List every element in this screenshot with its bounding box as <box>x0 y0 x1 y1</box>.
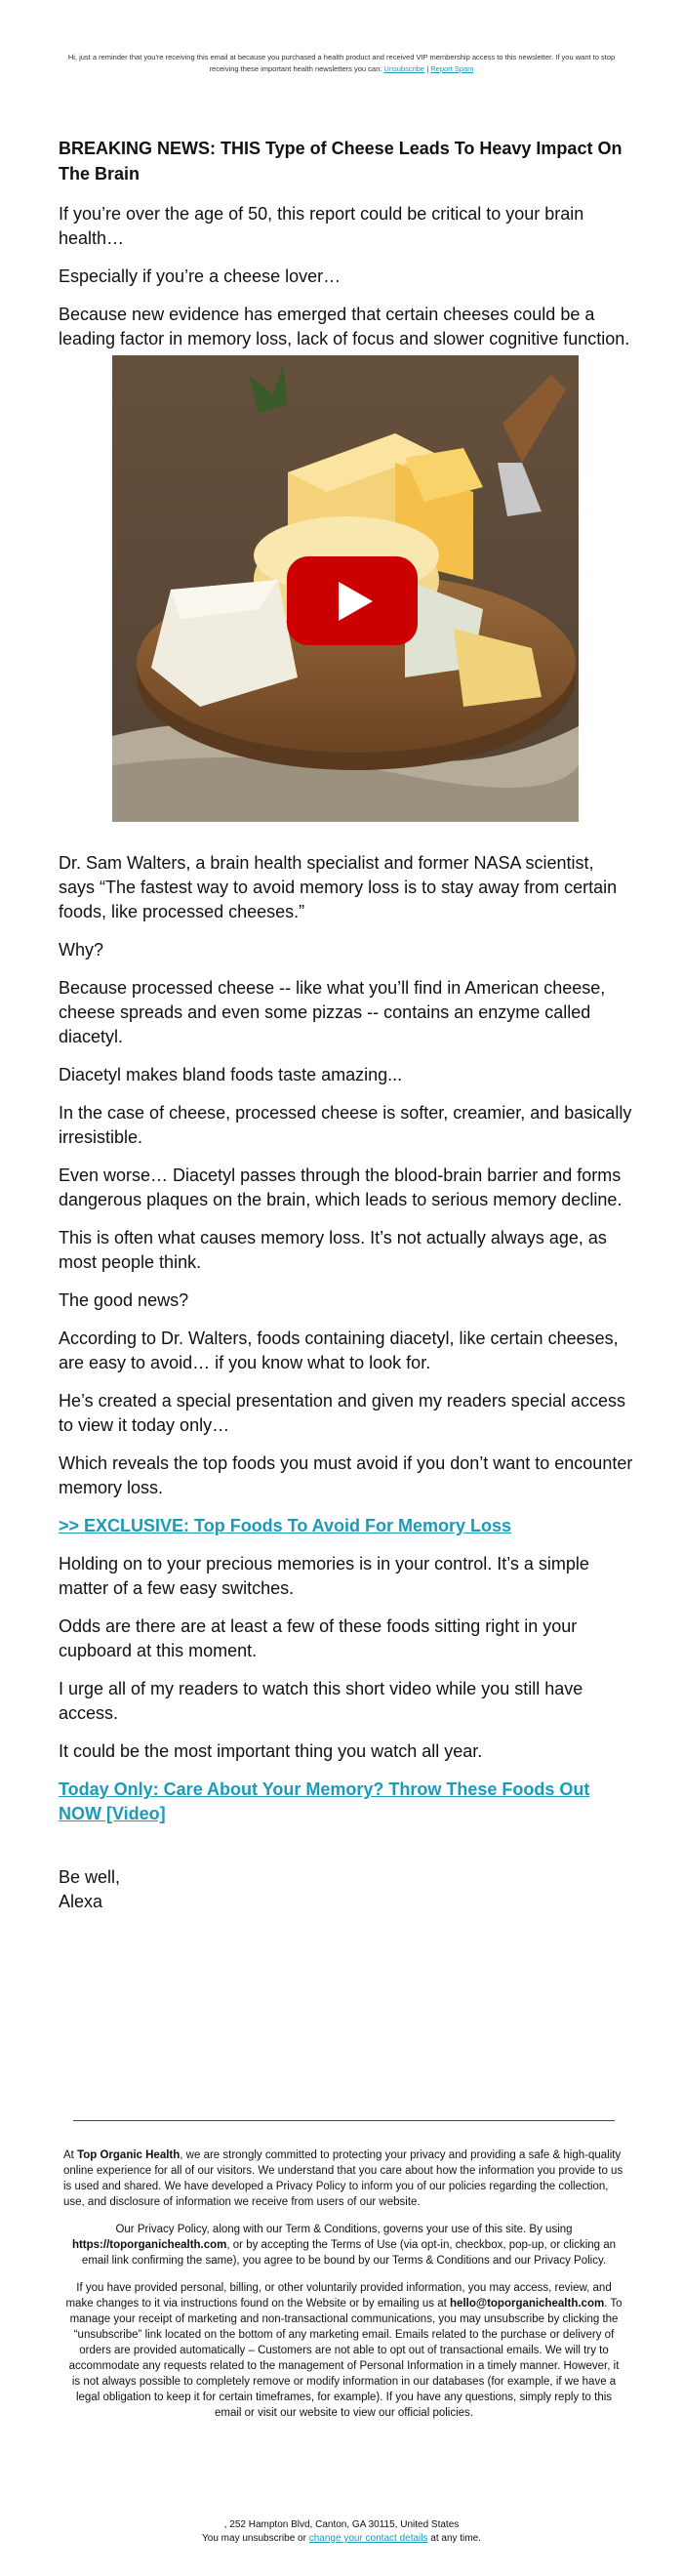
site-url: https://toporganichealth.com <box>71 2239 227 2251</box>
body-paragraph: Even worse… Diacetyl passes through the blood-brain barrier and forms dangerous plaques on the brain, which leads to serious memory decline. <box>59 1165 623 1209</box>
intro-paragraph: Especially if you’re a cheese lover… <box>59 266 342 286</box>
cta-exclusive-link[interactable]: >> EXCLUSIVE: Top Foods To Avoid For Memory Loss <box>59 1516 512 1535</box>
body-paragraph: Dr. Sam Walters, a brain health specialist and former NASA scientist, says “The fastest way to avoid memory loss is to stay away from certain foods, like processed cheeses.” <box>59 853 618 921</box>
report-spam-link[interactable]: Report Spam <box>430 64 474 73</box>
unsubscribe-text: at any time. <box>427 2533 481 2544</box>
body-paragraph: Which reveals the top foods you must avoid if you don’t want to encounter memory loss. <box>59 1453 633 1497</box>
body-paragraph: Odds are there are at least a few of these foods sitting right in your cupboard at this moment. <box>59 1616 578 1660</box>
preheader-text: Hi, just a reminder that you're receiving this email at because you purchased a health product and received VIP membership access to this newsletter. If you want to stop receiving these important health newsletters you can: <box>67 53 616 73</box>
signoff-greeting: Be well, <box>59 1867 121 1887</box>
unsubscribe-link[interactable]: Unsubscribe <box>383 64 425 73</box>
footer-data-paragraph <box>63 2280 624 2421</box>
footer-text: . To manage your receipt of marketing and non-transactional communications, you may unsubscribe by clicking the “unsubscribe” link located on the bottom of any marketing email. Emails related to the purchase or delivery of orders are provided automatically – Customers are not able to opt out of transactional emails. We will try to accommodate any requests related to the management of Personal Information in a timely manner. However, it is not always possible to completely remove or modify information in our databases (for example, if we have a legal obligation to keep it for certain timeframes, for example). If you have any questions, simply reply to this email or visit our website to view our official policies. <box>68 2298 623 2419</box>
play-icon[interactable] <box>287 556 418 645</box>
footer-terms-paragraph <box>63 2222 624 2269</box>
footer-text: If you have provided personal, billing, or other voluntarily provided information, you may access, review, and make changes to it via instructions found on the Website or by emailing us at <box>65 2282 612 2310</box>
video-thumbnail[interactable] <box>112 355 579 822</box>
preheader-separator: | <box>424 64 431 73</box>
headline: BREAKING NEWS: THIS Type of Cheese Leads To Heavy Impact On The Brain <box>59 139 623 184</box>
body-paragraph: The good news? <box>59 1290 189 1310</box>
body-paragraph: In the case of cheese, processed cheese is softer, creamier, and basically irresistible. <box>59 1103 632 1147</box>
intro-paragraph: Because new evidence has emerged that certain cheeses could be a leading factor in memory loss, lack of focus and slower cognitive function. <box>59 305 630 348</box>
body-paragraph: He’s created a special presentation and given my readers special access to view it today only… <box>59 1391 625 1435</box>
body-paragraph: This is often what causes memory loss. It’s not actually always age, as most people think. <box>59 1228 607 1272</box>
footer-text: , we are strongly committed to protecting your privacy and providing a safe & high-quality online experience for all of our visitors. We understand that you care about how the information you provide to us is used and shared. We have developed a Privacy Policy to inform you of our policies regarding the collection, use, and disclosure of information we receive from users of our website. <box>63 2149 623 2208</box>
body-paragraph: It could be the most important thing you watch all year. <box>59 1741 483 1761</box>
change-contact-link[interactable]: change your contact details <box>308 2533 428 2544</box>
preheader <box>59 52 624 75</box>
unsubscribe-line <box>59 2532 624 2546</box>
signoff <box>59 1865 634 1914</box>
footer-text: Our Privacy Policy, along with our Term & Conditions, governs your use of this site. By using <box>115 2224 573 2235</box>
article <box>59 136 634 1914</box>
cta-video-link[interactable]: Today Only: Care About Your Memory? Throw These Foods Out NOW [Video] <box>59 1779 590 1823</box>
brand-name: Top Organic Health <box>77 2149 181 2161</box>
footer-privacy-paragraph <box>63 2147 624 2210</box>
body-paragraph: I urge all of my readers to watch this short video while you still have access. <box>59 1679 583 1723</box>
intro-paragraph: If you’re over the age of 50, this report could be critical to your brain health… <box>59 204 584 248</box>
footer-text: , or by accepting the Terms of Use (via opt-in, checkbox, pop-up, or clicking an email link confirming the same), you agree to be bound by our Terms & Conditions and our Privacy Policy. <box>81 2239 617 2267</box>
footer <box>63 2147 624 2433</box>
unsubscribe-text: You may unsubscribe or <box>202 2533 309 2544</box>
body-paragraph: Holding on to your precious memories is in your control. It’s a simple matter of a few easy switches. <box>59 1554 589 1598</box>
body-paragraph: Diacetyl makes bland foods taste amazing... <box>59 1065 403 1084</box>
footer-text: At <box>63 2149 78 2161</box>
address-block <box>59 2518 624 2546</box>
body-paragraph: According to Dr. Walters, foods containing diacetyl, like certain cheeses, are easy to avoid… if you know what to look for. <box>59 1329 619 1372</box>
postal-address: , 252 Hampton Blvd, Canton, GA 30115, United States <box>223 2519 460 2530</box>
body-paragraph: Why? <box>59 940 104 960</box>
signoff-name: Alexa <box>59 1892 103 1911</box>
body-paragraph: Because processed cheese -- like what you’ll find in American cheese, cheese spreads and even some pizzas -- contains an enzyme called diacetyl. <box>59 978 606 1046</box>
contact-email: hello@toporganichealth.com <box>450 2298 605 2310</box>
footer-divider <box>73 2120 615 2121</box>
